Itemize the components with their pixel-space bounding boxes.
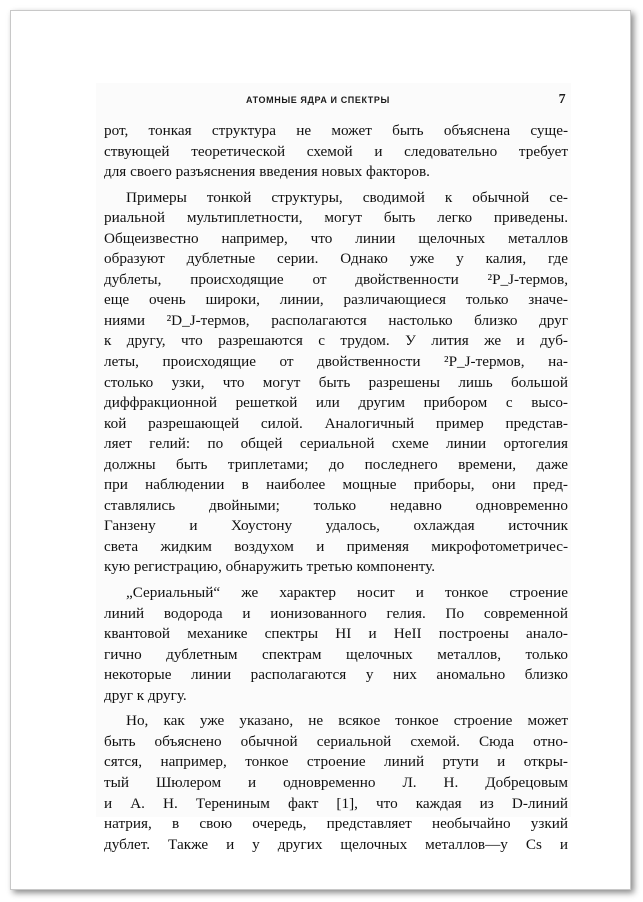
text-line: ствующей теоретической схемой и следовательно требует [104,142,568,160]
text-line: кую регистрацию, обнаружить третью компоненту. [104,558,436,576]
text-line: кой разрешающей силой. Аналогичный пример представ- [104,414,568,432]
text-line: к другу, что разрешаются с трудом. У лития же и дуб- [104,332,568,350]
text-line: Но, как уже указано, не всякое тонкое строение может [126,712,568,730]
text-line: квантовой механике спектры HI и HeII построены анало- [104,625,568,643]
text-line: тый Шюлером и одновременно Л. Н. Добрецовым [104,773,568,791]
paragraph-3 [104,583,568,706]
paragraph-1 [104,121,568,183]
text-line: Примеры тонкой структуры, сводимой к обычной се- [126,188,568,206]
text-line: риальной мультиплетности, могут быть легко приведены. [104,209,568,227]
text-line: леты, происходящие от двойственности ²P_J-термов, на- [104,353,568,371]
text-line: и А. Н. Терениным факт [1], что каждая из D-линий [104,794,568,812]
text-line: линий водорода и ионизованного гелия. По современной [104,604,568,622]
text-line: натрия, в свою очередь, представляет необычайно узкий [104,815,568,833]
text-line: друг к другу. [104,686,187,704]
paragraph-2 [104,188,568,578]
text-line: „Сериальный“ же характер носит и тонкое строение [126,584,568,602]
text-line: при наблюдении в наиболее мощные приборы, они пред- [104,476,568,494]
text-line: для своего разъяснения введения новых факторов. [104,163,430,181]
running-title: АТОМНЫЕ ЯДРА И СПЕКТРЫ [246,95,390,105]
text-line: дублет. Также и у других щелочных металлов—у Cs и [104,835,568,853]
text-line: ставлялись двойными; только недавно одновременно [104,496,568,514]
text-line: ляет гелий: по общей сериальной схеме линии ортогелия [104,435,568,453]
text-line: быть объяснено обычной сериальной схемой. Сюда отно- [104,732,568,750]
text-line: света жидким воздухом и применяя микрофотометричес- [104,537,568,555]
text-line: дублеты, происходящие от двойственности ²P_J-термов, [104,270,568,288]
text-line: некоторые линии располагаются у них аномально близко [104,666,568,684]
text-line: Ганзену и Хоустону удалось, охлаждая источник [104,517,568,535]
text-line: гично дублетным спектрам щелочных металлов, только [104,645,568,663]
page-header [96,94,568,110]
page-number: 7 [558,92,566,107]
text-line: сятся, например, тонкое строение линий ртути и откры- [104,753,568,771]
text-line: образуют дублетные серии. Однако уже у калия, где [104,250,568,268]
text-line: рот, тонкая структура не может быть объяснена суще- [104,122,568,139]
text-line: еще очень широки, линии, различающиеся только значе- [104,291,568,309]
body-text [104,121,568,855]
text-line: ниями ²D_J-термов, располагаются настолько близко друг [104,311,568,329]
text-line: должны быть триплетами; до последнего времени, даже [104,455,568,473]
text-line: диффракционной решеткой или другим прибором с высо- [104,394,568,412]
text-line: столько узки, что могут быть разрешены лишь большой [104,373,568,391]
paragraph-4 [104,711,568,855]
text-line: Общеизвестно например, что линии щелочных металлов [104,229,568,247]
